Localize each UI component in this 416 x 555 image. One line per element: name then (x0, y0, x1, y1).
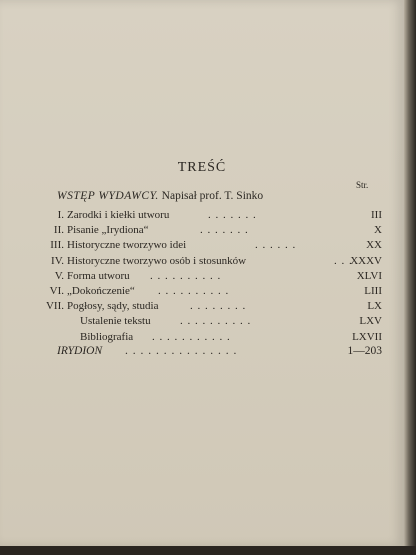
toc-row-page: LXVII (352, 330, 382, 343)
toc-row-number: II. (53, 224, 64, 237)
toc-row (0, 300, 404, 316)
page-title: TREŚĆ (177, 160, 227, 175)
toc-main-text-row (0, 345, 404, 361)
toc-row (0, 315, 404, 331)
intro-line (57, 190, 263, 202)
toc-row (0, 270, 404, 286)
toc-row-page: XX (366, 239, 382, 252)
toc-row (0, 239, 404, 255)
toc-row-number: VII. (45, 300, 64, 313)
toc-row-page: III (371, 209, 382, 221)
toc-row-number: III. (50, 239, 64, 252)
toc-row-leader-dots: . . . (334, 254, 353, 267)
toc-row-page: LIII (364, 285, 382, 297)
book-edge (404, 0, 416, 555)
toc-row-number: V. (54, 269, 64, 282)
toc-row-leader-dots: . . . . . . . . . . (150, 269, 222, 282)
toc-row-number: VI. (49, 285, 64, 297)
toc-row-label: Historyczne tworzywo osób i stosunków (67, 254, 247, 267)
background-strip (0, 546, 416, 555)
toc-row-leader-dots: . . . . . . . . . . (158, 285, 230, 297)
intro-author: Napisał prof. T. Sinko (158, 190, 264, 202)
toc-row (0, 255, 404, 271)
toc-row-number: I. (57, 209, 64, 221)
main-text-label: IRYDION (57, 345, 103, 357)
toc-row-number: IV. (51, 254, 64, 267)
toc-row-page: X (374, 224, 382, 237)
main-text-page: 1—203 (347, 345, 382, 357)
toc-row-leader-dots: . . . . . . . . . . . (152, 330, 231, 343)
toc-row-label: Forma utworu (67, 269, 130, 282)
toc-row-leader-dots: . . . . . . . . (190, 300, 247, 313)
toc-row-page: LXV (359, 315, 382, 328)
toc-row-label: Zarodki i kiełki utworu (67, 209, 170, 221)
toc-row-leader-dots: . . . . . . . (208, 209, 257, 221)
toc-row-label: „Dokończenie“ (67, 285, 135, 297)
toc-row-page: XXXV (350, 254, 382, 267)
toc-row-page: XLVI (356, 269, 382, 282)
toc-row-label: Bibliografia (80, 330, 134, 343)
toc-row-label: Historyczne tworzywo idei (67, 239, 187, 252)
page-column-header: Str. (356, 180, 369, 190)
intro-italic: WSTĘP WYDAWCY. (57, 190, 159, 202)
toc-row (0, 285, 404, 301)
toc-row-page: LX (367, 300, 382, 313)
toc-row-leader-dots: . . . . . . . (200, 224, 249, 237)
toc-row-label: Ustalenie tekstu (80, 315, 151, 328)
toc-row (0, 209, 404, 225)
main-text-dots: . . . . . . . . . . . . . . . (125, 345, 238, 357)
toc-row (0, 224, 404, 240)
toc-row-label: Pisanie „Irydiona“ (67, 224, 149, 237)
toc-row-leader-dots: . . . . . . (255, 239, 297, 252)
toc-row-leader-dots: . . . . . . . . . . (180, 315, 252, 328)
toc-row-label: Pogłosy, sądy, studia (67, 300, 159, 313)
